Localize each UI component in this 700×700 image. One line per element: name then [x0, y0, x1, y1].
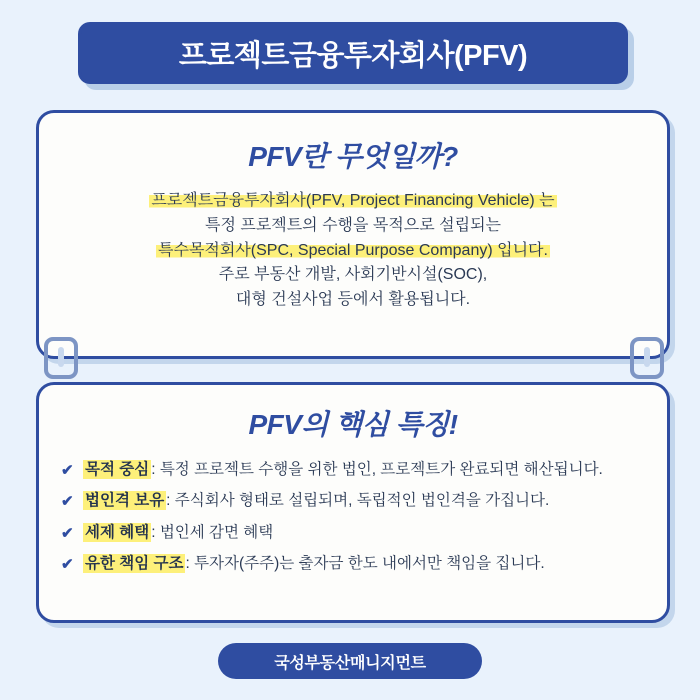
card-one-heading: PFV란 무엇일까? — [248, 141, 458, 172]
card-one-body — [39, 189, 667, 313]
check-icon: ✔ — [61, 493, 74, 511]
card-pfv-features — [36, 382, 670, 623]
body-line: 특정 프로젝트의 수행을 목적으로 설립되는 — [205, 216, 501, 234]
feature-tag: 세제 혜택 — [85, 523, 150, 541]
check-icon: ✔ — [61, 462, 74, 479]
body-line: 주로 부동산 개발, 사회기반시설(SOC), — [218, 266, 488, 284]
feature-text: : 주식회사 형태로 설립되며, 독립적인 법인격을 가집니다. — [166, 492, 550, 510]
feature-text: : 투자자(주주)는 출자금 한도 내에서만 책임을 집니다. — [185, 555, 545, 573]
footer-brand-pill — [218, 643, 482, 679]
body-line: 대형 건설사업 등에서 활용됩니다. — [235, 291, 471, 309]
feature-text: : 특정 프로젝트 수행을 위한 법인, 프로젝트가 완료되면 해산됩니다. — [151, 461, 603, 478]
feature-text: : 법인세 감면 혜택 — [151, 523, 274, 541]
list-item — [61, 522, 647, 544]
ring-binder-left-icon — [44, 337, 78, 379]
feature-list — [61, 459, 647, 576]
feature-tag: 유한 책임 구조 — [85, 555, 184, 573]
list-item — [61, 459, 647, 481]
list-item — [61, 553, 647, 575]
body-line: 프로젝트금융투자회사(PFV, Project Financing Vehicle) 는 — [151, 192, 555, 209]
page-title: 프로젝트금융투자회사(PFV) — [178, 39, 528, 72]
body-line: 특수목적회사(SPC, Special Purpose Company) 입니다. — [158, 241, 548, 259]
list-item — [61, 490, 647, 512]
footer-brand-label: 국성부동산매니지먼트 — [274, 654, 426, 672]
feature-tag: 법인격 보유 — [85, 492, 165, 510]
check-icon: ✔ — [61, 556, 74, 574]
check-icon: ✔ — [61, 524, 74, 542]
card-two-heading: PFV의 핵심 특징! — [248, 409, 458, 440]
feature-tag: 목적 중심 — [85, 461, 150, 478]
ring-binder-right-icon — [630, 337, 664, 379]
card-what-is-pfv — [36, 110, 670, 359]
title-banner — [78, 22, 628, 84]
